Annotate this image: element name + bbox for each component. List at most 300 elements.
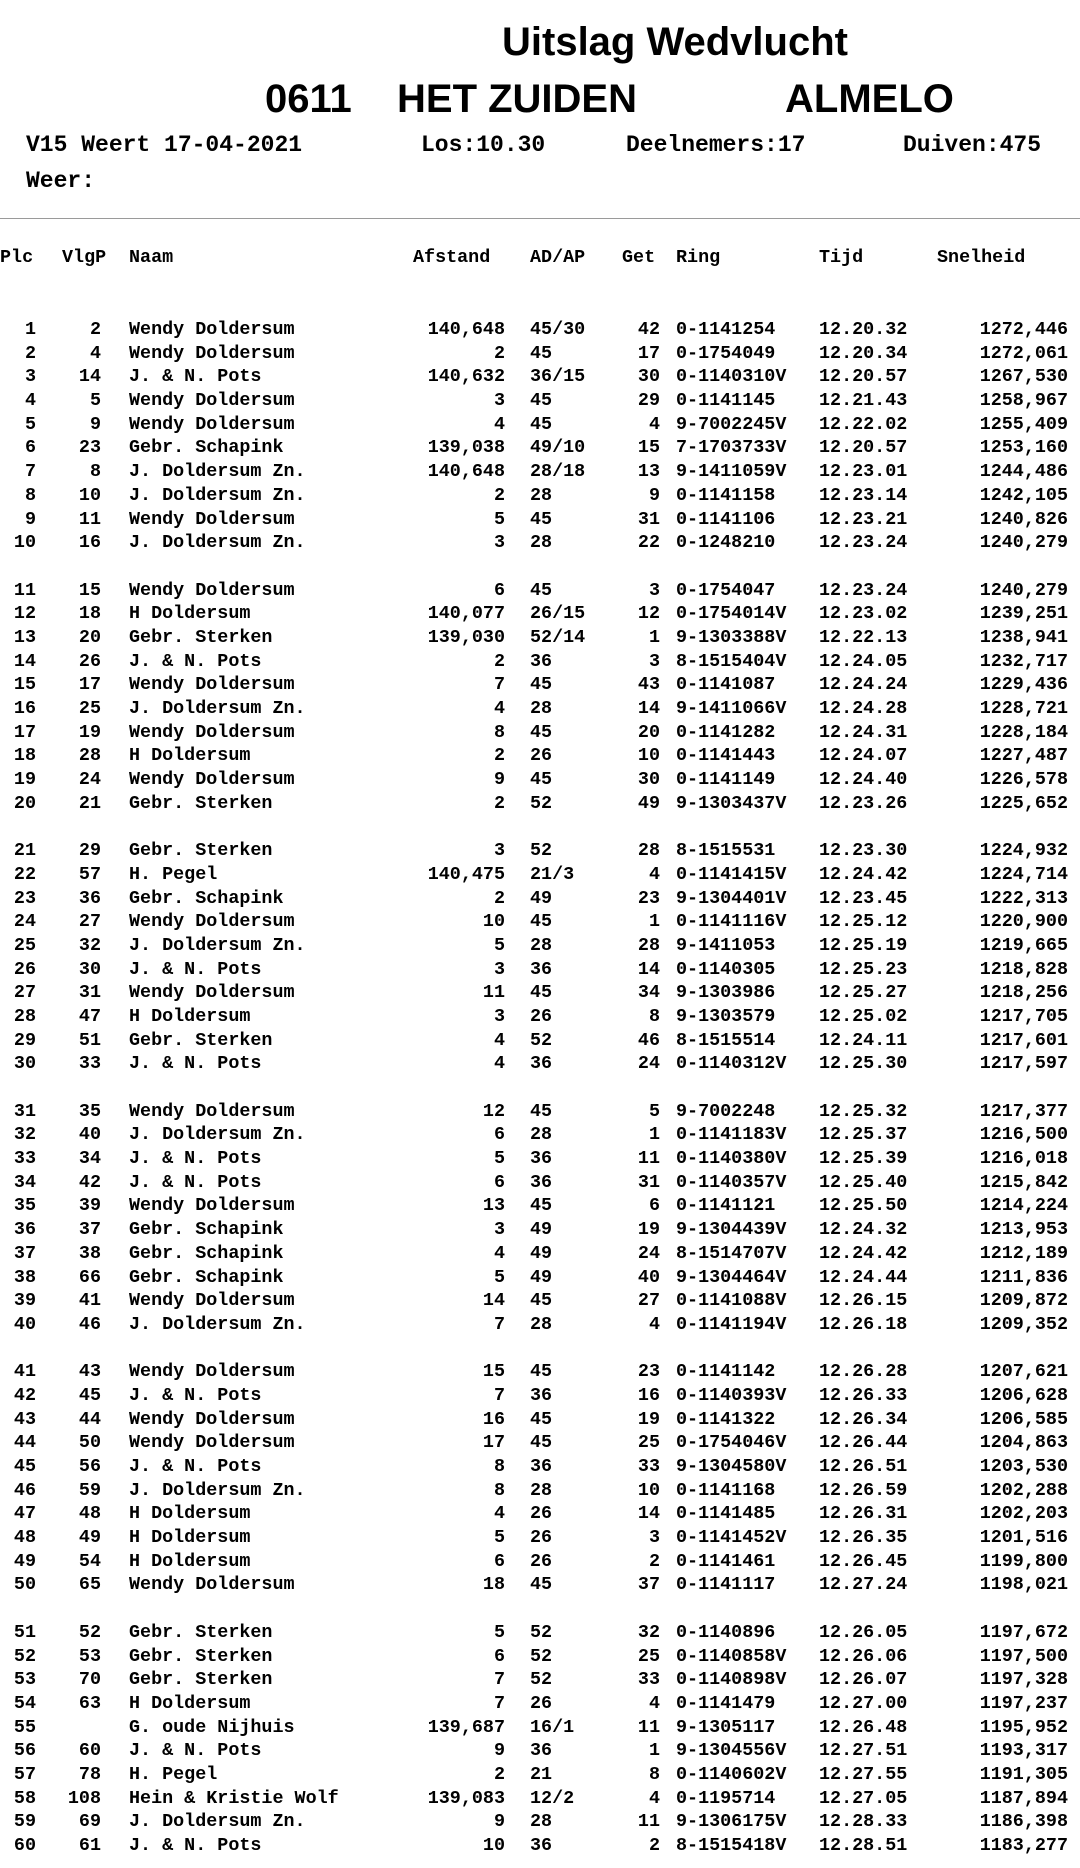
cell-ring: 0-1140310V (676, 366, 787, 388)
cell-ring: 0-1141087 (676, 674, 776, 696)
cell-ring: 0-1141145 (676, 390, 776, 412)
cell-adap: 45 (530, 1574, 553, 1596)
club-code: 0611 (265, 77, 352, 121)
cell-snelheid: 1232,717 (979, 650, 1068, 672)
cell-afstand: 12 (482, 1100, 505, 1122)
cell-get: 23 (637, 887, 660, 909)
cell-get: 40 (637, 1266, 660, 1288)
cell-tijd: 12.23.01 (819, 461, 908, 483)
cell-plc: 38 (13, 1266, 36, 1288)
cell-get: 4 (648, 1692, 660, 1714)
cell-vlgp: 16 (78, 532, 101, 554)
cell-snelheid: 1202,203 (979, 1503, 1068, 1525)
table-row (0, 1313, 1080, 1337)
cell-tijd: 12.25.23 (819, 958, 908, 980)
cell-ring: 0-1248210 (676, 532, 776, 554)
table-row (0, 460, 1080, 484)
cell-adap: 16/1 (530, 1716, 575, 1738)
cell-afstand: 7 (493, 1692, 505, 1714)
cell-ring: 0-1195714 (676, 1787, 776, 1809)
cell-get: 28 (637, 934, 660, 956)
cell-tijd: 12.24.44 (819, 1266, 908, 1288)
column-header-vlgp: VlgP (62, 247, 107, 268)
cell-naam: H. Pegel (129, 863, 218, 885)
cell-ring: 0-1140898V (676, 1669, 787, 1691)
cell-snelheid: 1186,398 (979, 1811, 1068, 1833)
cell-naam: Wendy Doldersum (129, 1195, 295, 1217)
cell-adap: 26 (530, 1503, 553, 1525)
cell-tijd: 12.25.37 (819, 1124, 908, 1146)
cell-vlgp: 54 (78, 1550, 101, 1572)
table-row (0, 650, 1080, 674)
cell-naam: Wendy Doldersum (129, 982, 295, 1004)
cell-naam: J. & N. Pots (129, 1835, 262, 1856)
cell-plc: 20 (13, 792, 36, 814)
cell-ring: 8-1515514 (676, 1029, 776, 1051)
cell-afstand: 11 (482, 982, 505, 1004)
cell-adap: 52 (530, 1621, 553, 1643)
cell-adap: 26/15 (530, 603, 586, 625)
cell-naam: J. & N. Pots (129, 1456, 262, 1477)
cell-plc: 25 (13, 934, 36, 956)
cell-ring: 0-1141168 (676, 1479, 776, 1501)
cell-ring: 0-1754047 (676, 579, 776, 601)
cell-get: 10 (637, 1479, 660, 1501)
cell-naam: Gebr. Schapink (129, 1242, 284, 1264)
cell-snelheid: 1225,652 (979, 792, 1068, 814)
cell-tijd: 12.24.40 (819, 769, 908, 791)
cell-adap: 26 (530, 1527, 553, 1549)
table-row (0, 1502, 1080, 1526)
cell-ring: 9-1411053 (676, 934, 776, 956)
cell-vlgp: 15 (78, 579, 101, 601)
table-row (0, 839, 1080, 863)
cell-tijd: 12.25.19 (819, 934, 908, 956)
cell-afstand: 3 (493, 840, 505, 862)
cell-afstand: 4 (493, 1053, 505, 1075)
release-time: Los:10.30 (421, 132, 546, 158)
cell-vlgp: 20 (78, 626, 101, 648)
cell-plc: 29 (13, 1029, 36, 1051)
cell-snelheid: 1220,900 (979, 911, 1068, 933)
table-row (0, 1147, 1080, 1171)
cell-naam: Gebr. Schapink (129, 1219, 284, 1241)
table-row (0, 531, 1080, 555)
cell-plc: 56 (13, 1740, 36, 1762)
cell-get: 30 (637, 769, 660, 791)
table-row (0, 436, 1080, 460)
table-row (0, 1763, 1080, 1787)
cell-ring: 0-1141415V (676, 863, 787, 885)
cell-naam: J. Doldersum Zn. (129, 461, 306, 483)
cell-plc: 37 (13, 1242, 36, 1264)
cell-adap: 45 (530, 911, 553, 933)
cell-adap: 52 (530, 840, 553, 862)
cell-afstand: 14 (482, 1290, 505, 1312)
cell-naam: Wendy Doldersum (129, 413, 295, 435)
column-header-get: Get (622, 247, 656, 268)
table-row (0, 1621, 1080, 1645)
cell-vlgp: 63 (78, 1692, 101, 1714)
cell-get: 8 (648, 1763, 660, 1785)
table-row (0, 1668, 1080, 1692)
cell-vlgp: 108 (67, 1787, 101, 1809)
cell-afstand: 17 (482, 1432, 505, 1454)
cell-get: 11 (637, 1148, 660, 1170)
cell-naam: Wendy Doldersum (129, 911, 295, 933)
cell-naam: Wendy Doldersum (129, 1408, 295, 1430)
cell-tijd: 12.25.50 (819, 1195, 908, 1217)
cell-vlgp: 11 (78, 508, 101, 530)
cell-tijd: 12.24.31 (819, 721, 908, 743)
table-row (0, 863, 1080, 887)
cell-get: 31 (637, 508, 660, 530)
cell-snelheid: 1206,628 (979, 1384, 1068, 1406)
table-header (0, 247, 1080, 269)
cell-ring: 0-1140896 (676, 1621, 776, 1643)
cell-snelheid: 1202,288 (979, 1479, 1068, 1501)
cell-snelheid: 1191,305 (979, 1763, 1068, 1785)
cell-snelheid: 1224,932 (979, 840, 1068, 862)
cell-afstand: 2 (493, 745, 505, 767)
cell-vlgp: 52 (78, 1621, 101, 1643)
cell-vlgp: 45 (78, 1384, 101, 1406)
cell-vlgp: 44 (78, 1408, 101, 1430)
cell-vlgp: 70 (78, 1669, 101, 1691)
cell-adap: 49 (530, 1219, 553, 1241)
cell-vlgp: 47 (78, 1005, 101, 1027)
cell-vlgp: 18 (78, 603, 101, 625)
group-spacer (0, 555, 1080, 579)
cell-afstand: 5 (493, 934, 505, 956)
cell-naam: Wendy Doldersum (129, 674, 295, 696)
table-row (0, 626, 1080, 650)
cell-snelheid: 1222,313 (979, 887, 1068, 909)
cell-adap: 52 (530, 1029, 553, 1051)
cell-naam: J. & N. Pots (129, 958, 262, 980)
table-row (0, 768, 1080, 792)
cell-naam: Gebr. Sterken (129, 1621, 273, 1643)
cell-tijd: 12.23.45 (819, 887, 908, 909)
cell-get: 14 (637, 958, 660, 980)
cell-naam: Wendy Doldersum (129, 1361, 295, 1383)
cell-tijd: 12.23.30 (819, 840, 908, 862)
cell-afstand: 15 (482, 1361, 505, 1383)
cell-ring: 0-1141149 (676, 769, 776, 791)
table-row (0, 887, 1080, 911)
cell-ring: 0-1141183V (676, 1124, 787, 1146)
cell-plc: 10 (13, 532, 36, 554)
cell-plc: 27 (13, 982, 36, 1004)
cell-adap: 45 (530, 1195, 553, 1217)
club-city: ALMELO (785, 77, 954, 121)
cell-adap: 45 (530, 1100, 553, 1122)
cell-vlgp: 19 (78, 721, 101, 743)
cell-snelheid: 1240,279 (979, 579, 1068, 601)
cell-ring: 0-1140858V (676, 1645, 787, 1667)
cell-plc: 52 (13, 1645, 36, 1667)
cell-plc: 9 (24, 508, 36, 530)
cell-naam: H Doldersum (129, 1550, 251, 1572)
cell-plc: 57 (13, 1763, 36, 1785)
table-row (0, 1005, 1080, 1029)
cell-afstand: 9 (493, 1811, 505, 1833)
cell-plc: 28 (13, 1005, 36, 1027)
cell-adap: 36 (530, 1148, 553, 1170)
cell-naam: Wendy Doldersum (129, 579, 295, 601)
cell-adap: 52/14 (530, 626, 586, 648)
table-row (0, 318, 1080, 342)
cell-afstand: 13 (482, 1195, 505, 1217)
cell-adap: 45 (530, 342, 553, 364)
cell-ring: 9-1305117 (676, 1716, 776, 1738)
cell-naam: Wendy Doldersum (129, 1432, 295, 1454)
cell-afstand: 140,648 (427, 319, 505, 340)
cell-ring: 9-1304464V (676, 1266, 787, 1288)
cell-get: 37 (637, 1574, 660, 1596)
table-row (0, 1455, 1080, 1479)
cell-get: 25 (637, 1432, 660, 1454)
cell-adap: 45 (530, 1361, 553, 1383)
cell-get: 33 (637, 1669, 660, 1691)
cell-adap: 28/18 (530, 461, 586, 483)
cell-adap: 28 (530, 698, 553, 719)
cell-get: 25 (637, 1645, 660, 1667)
cell-get: 20 (637, 721, 660, 743)
cell-snelheid: 1258,967 (979, 390, 1068, 412)
cell-plc: 14 (13, 650, 36, 672)
cell-adap: 21/3 (530, 863, 575, 885)
cell-snelheid: 1206,585 (979, 1408, 1068, 1430)
cell-afstand: 2 (493, 342, 505, 364)
cell-tijd: 12.23.24 (819, 579, 908, 601)
cell-tijd: 12.23.21 (819, 508, 908, 530)
cell-ring: 0-1141485 (676, 1503, 776, 1525)
cell-adap: 28 (530, 1811, 553, 1833)
cell-get: 14 (637, 1503, 660, 1525)
column-header-adap: AD/AP (530, 247, 586, 268)
cell-tijd: 12.24.42 (819, 1242, 908, 1264)
cell-get: 30 (637, 366, 660, 388)
cell-snelheid: 1219,665 (979, 934, 1068, 956)
cell-naam: J. & N. Pots (129, 1053, 262, 1075)
cell-ring: 9-1304401V (676, 887, 787, 909)
cell-snelheid: 1209,352 (979, 1313, 1068, 1335)
cell-tijd: 12.28.51 (819, 1835, 908, 1856)
cell-afstand: 3 (493, 958, 505, 980)
table-row (0, 958, 1080, 982)
cell-plc: 30 (13, 1053, 36, 1075)
cell-naam: H. Pegel (129, 1763, 218, 1785)
cell-naam: Wendy Doldersum (129, 390, 295, 412)
cell-snelheid: 1267,530 (979, 366, 1068, 388)
cell-vlgp: 49 (78, 1527, 101, 1549)
cell-plc: 17 (13, 721, 36, 743)
cell-get: 49 (637, 792, 660, 814)
cell-tijd: 12.23.26 (819, 792, 908, 814)
cell-afstand: 3 (493, 1005, 505, 1027)
cell-ring: 0-1141194V (676, 1313, 787, 1335)
cell-snelheid: 1240,826 (979, 508, 1068, 530)
cell-adap: 49 (530, 1266, 553, 1288)
table-row (0, 1384, 1080, 1408)
cell-tijd: 12.26.05 (819, 1621, 908, 1643)
cell-tijd: 12.27.00 (819, 1692, 908, 1714)
cell-get: 42 (637, 319, 660, 340)
cell-vlgp: 69 (78, 1811, 101, 1833)
cell-snelheid: 1197,237 (979, 1692, 1068, 1714)
cell-afstand: 139,030 (427, 626, 505, 648)
cell-tijd: 12.26.51 (819, 1456, 908, 1477)
cell-snelheid: 1193,317 (979, 1740, 1068, 1762)
cell-naam: J. Doldersum Zn. (129, 484, 306, 506)
cell-tijd: 12.27.05 (819, 1787, 908, 1809)
cell-tijd: 12.26.59 (819, 1479, 908, 1501)
cell-afstand: 10 (482, 1835, 505, 1856)
cell-get: 14 (637, 698, 660, 719)
cell-naam: J. Doldersum Zn. (129, 1313, 306, 1335)
cell-snelheid: 1199,800 (979, 1550, 1068, 1572)
cell-tijd: 12.24.07 (819, 745, 908, 767)
cell-plc: 8 (24, 484, 36, 506)
cell-snelheid: 1239,251 (979, 603, 1068, 625)
cell-tijd: 12.24.42 (819, 863, 908, 885)
cell-vlgp: 38 (78, 1242, 101, 1264)
cell-adap: 52 (530, 1669, 553, 1691)
cell-ring: 0-1754049 (676, 342, 776, 364)
cell-adap: 49 (530, 887, 553, 909)
cell-naam: J. & N. Pots (129, 1384, 262, 1406)
cell-vlgp: 30 (78, 958, 101, 980)
table-row (0, 365, 1080, 389)
cell-snelheid: 1197,328 (979, 1669, 1068, 1691)
cell-get: 3 (648, 579, 660, 601)
cell-plc: 36 (13, 1219, 36, 1241)
cell-tijd: 12.26.31 (819, 1503, 908, 1525)
cell-afstand: 2 (493, 887, 505, 909)
cell-naam: Wendy Doldersum (129, 721, 295, 743)
cell-adap: 45 (530, 1290, 553, 1312)
cell-afstand: 6 (493, 1550, 505, 1572)
cell-naam: Wendy Doldersum (129, 769, 295, 791)
cell-naam: J. & N. Pots (129, 366, 262, 388)
cell-naam: J. & N. Pots (129, 1171, 262, 1193)
cell-ring: 0-1141142 (676, 1361, 776, 1383)
table-row (0, 1100, 1080, 1124)
cell-snelheid: 1187,894 (979, 1787, 1068, 1809)
cell-snelheid: 1201,516 (979, 1527, 1068, 1549)
cell-afstand: 7 (493, 1313, 505, 1335)
cell-ring: 8-1515404V (676, 650, 787, 672)
cell-tijd: 12.25.27 (819, 982, 908, 1004)
cell-get: 23 (637, 1361, 660, 1383)
cell-tijd: 12.20.57 (819, 437, 908, 459)
cell-afstand: 5 (493, 1621, 505, 1643)
cell-adap: 28 (530, 1479, 553, 1501)
cell-tijd: 12.22.13 (819, 626, 908, 648)
cell-adap: 36 (530, 1384, 553, 1406)
cell-naam: H Doldersum (129, 1692, 251, 1714)
cell-afstand: 3 (493, 390, 505, 412)
cell-naam: J. & N. Pots (129, 1740, 262, 1762)
cell-adap: 45 (530, 508, 553, 530)
cell-ring: 0-1141117 (676, 1574, 776, 1596)
column-header-naam: Naam (129, 247, 174, 268)
group-spacer (0, 1076, 1080, 1100)
cell-ring: 9-1303388V (676, 626, 787, 648)
cell-adap: 36 (530, 958, 553, 980)
cell-get: 15 (637, 437, 660, 459)
cell-get: 9 (648, 484, 660, 506)
cell-vlgp: 57 (78, 863, 101, 885)
cell-ring: 0-1140357V (676, 1171, 787, 1193)
cell-vlgp: 33 (78, 1053, 101, 1075)
cell-afstand: 6 (493, 579, 505, 601)
cell-vlgp: 39 (78, 1195, 101, 1217)
cell-adap: 45 (530, 390, 553, 412)
cell-get: 16 (637, 1384, 660, 1406)
cell-snelheid: 1240,279 (979, 532, 1068, 554)
cell-afstand: 8 (493, 1479, 505, 1501)
column-header-afstand: Afstand (413, 247, 491, 268)
table-row (0, 1739, 1080, 1763)
cell-vlgp: 28 (78, 745, 101, 767)
cell-tijd: 12.28.33 (819, 1811, 908, 1833)
cell-tijd: 12.26.44 (819, 1432, 908, 1454)
cell-ring: 0-1140380V (676, 1148, 787, 1170)
cell-afstand: 140,648 (427, 461, 505, 483)
cell-ring: 0-1141479 (676, 1692, 776, 1714)
cell-plc: 40 (13, 1313, 36, 1335)
cell-plc: 15 (13, 674, 36, 696)
table-row (0, 1810, 1080, 1834)
cell-snelheid: 1216,500 (979, 1124, 1068, 1146)
cell-naam: Wendy Doldersum (129, 342, 295, 364)
table-row (0, 744, 1080, 768)
header-divider (0, 218, 1080, 219)
cell-tijd: 12.26.06 (819, 1645, 908, 1667)
cell-vlgp: 42 (78, 1171, 101, 1193)
cell-ring: 8-1515531 (676, 840, 776, 862)
cell-adap: 12/2 (530, 1787, 575, 1809)
cell-plc: 4 (24, 390, 36, 412)
table-row (0, 1550, 1080, 1574)
cell-plc: 11 (13, 579, 36, 601)
cell-snelheid: 1217,601 (979, 1029, 1068, 1051)
cell-tijd: 12.27.51 (819, 1740, 908, 1762)
cell-plc: 46 (13, 1479, 36, 1501)
table-row (0, 1052, 1080, 1076)
cell-vlgp: 9 (89, 413, 101, 435)
cell-vlgp: 61 (78, 1835, 101, 1856)
cell-ring: 9-1303986 (676, 982, 776, 1004)
cell-tijd: 12.25.39 (819, 1148, 908, 1170)
cell-get: 31 (637, 1171, 660, 1193)
cell-naam: J. Doldersum Zn. (129, 1811, 306, 1833)
cell-vlgp: 50 (78, 1432, 101, 1454)
cell-ring: 0-1754046V (676, 1432, 787, 1454)
table-row (0, 1029, 1080, 1053)
cell-vlgp: 60 (78, 1740, 101, 1762)
flight-info: V15 Weert 17-04-2021 (26, 132, 303, 158)
cell-adap: 26 (530, 745, 553, 767)
cell-tijd: 12.25.40 (819, 1171, 908, 1193)
cell-naam: J. & N. Pots (129, 1148, 262, 1170)
cell-ring: 0-1141106 (676, 508, 776, 530)
cell-plc: 60 (13, 1835, 36, 1856)
table-row (0, 1194, 1080, 1218)
cell-snelheid: 1212,189 (979, 1242, 1068, 1264)
